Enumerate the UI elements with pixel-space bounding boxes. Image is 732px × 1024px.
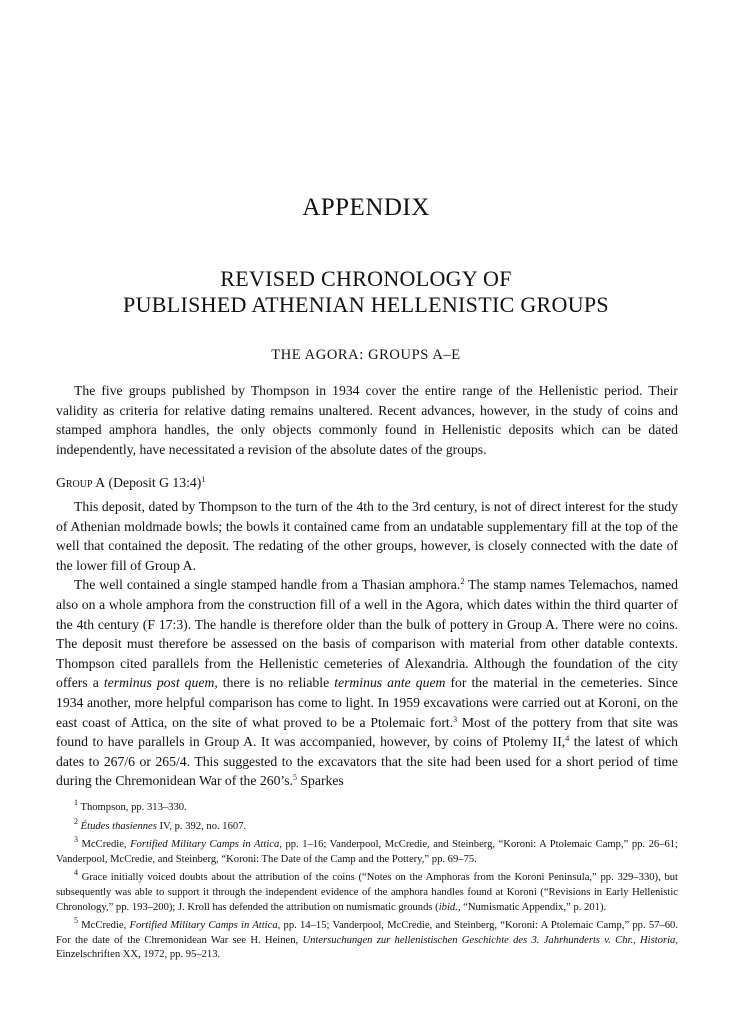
chapter-title <box>0 266 732 318</box>
text-run: “Numismatic Appendix,” p. 201). <box>460 901 607 913</box>
text-run: pp. 1–16; Vanderpool, McCredie, and Steinberg, “Koroni: A Ptolemaic Camp,” pp. 26–61; Vanderpool, McCredie, and Steinberg, “Koroni: The Date of the Camp and the Pottery,” pp. 69–75. <box>56 839 679 865</box>
text-run: for the material in the cemeteries. Since 1934 another, more helpful comparison has come to light. In 1959 excavations were carried out at Koroni, on the east coast of Attica, on the site of what proved to be a Ptolemaic fort. <box>56 675 678 730</box>
group-a-paragraph-1: This deposit, dated by Thompson to the turn of the 4th to the 3rd century, is not of direct interest for the study of Athenian moldmade bowls; the bowls it contained came from an undatable supplementary fill at the top of the well that contained the deposit. The redating of the other groups, however, is closely connected with the date of the lower fill of Group A. <box>56 499 678 573</box>
italic-run: Fortified Military Camps in Attica, <box>130 839 282 851</box>
text-run: IV, p. 392, no. 1607. <box>156 820 247 832</box>
text-run: the latest of which dates to 267/6 or 265/4. This suggested to the excavators that the site had been used for a short period of time during the Chremonidean War of the 260’s. <box>56 734 678 789</box>
footnote-number: 4 <box>74 868 78 878</box>
footnote-5 <box>56 916 679 963</box>
group-a-text <box>56 497 678 791</box>
intro-block <box>56 381 678 459</box>
footnote-number: 2 <box>74 816 78 826</box>
text-run: The stamp names Telemachos, named also on a whole amphora from the construction fill of a well in the Agora, which dates within the third quarter of the 4th century (F 17:3). The handle is therefore older than the bulk of pottery in Group A. There were no coins. The deposit must therefore be assessed on the basis of comparison with material from other datable contexts. Thompson cited parallels from the Hellenistic cemeteries of Alexandria. Although the foundation of the city offers a <box>56 577 678 691</box>
text-run: McCredie, <box>81 839 131 851</box>
footnote-ref-4: 4 <box>565 734 570 744</box>
footnote-ref-1: 1 <box>201 475 206 484</box>
text-run: Grace initially voiced doubts about the attribution of the coins (“Notes on the Amphoras from the Koroni Peninsula,” pp. 329–330), but subsequently was able to support it through the independent evidence of the amphora handles found at Koroni (“Revisions in Early Hellenistic Chronology,” pp. 193–200); J. Kroll has defended the attribution on numismatic grounds ( <box>56 872 678 913</box>
footnote-number: 5 <box>74 916 78 926</box>
group-a-deposit: (Deposit G 13:4) <box>105 475 202 490</box>
footnote-1 <box>56 798 678 816</box>
footnote-ref-2: 2 <box>460 577 465 587</box>
footnote-ref-3: 3 <box>453 714 458 724</box>
italic-run: Fortified Military Camps in Attica, <box>129 920 281 932</box>
footnote-3 <box>56 835 679 867</box>
group-a-paragraph-2 <box>56 575 678 791</box>
italic-run: Études thasiennes <box>80 820 157 832</box>
italic-run: terminus ante quem <box>334 675 446 691</box>
group-a-label: Group A <box>56 475 106 490</box>
footnote-4 <box>56 868 678 915</box>
text-run: Sparkes <box>296 773 344 789</box>
group-a-heading <box>56 475 205 491</box>
text-run: The well contained a single stamped handle from a Thasian amphora. <box>74 577 461 593</box>
chapter-title-line-1: REVISED CHRONOLOGY OF <box>220 266 512 291</box>
footnote-number: 1 <box>74 798 78 807</box>
italic-run: terminus post quem, <box>103 675 218 691</box>
footnotes <box>56 798 679 963</box>
text-run: Thompson, pp. 313–330. <box>80 802 187 813</box>
text-run: pp. 14–15; Vanderpool, McCredie, and Steinberg, “Koroni: A Ptolemaic Camp,” pp. 57–60. For the date of the Chremonidean War see H. Heinen, <box>56 920 679 946</box>
chapter-title-line-2: PUBLISHED ATHENIAN HELLENISTIC GROUPS <box>123 292 609 317</box>
text-run: Einzelschriften XX, 1972, pp. 95–213. <box>56 949 221 961</box>
text-run: Most of the pottery from that site was found to have parallels in Group A. It was accompanied, however, by coins of Ptolemy II, <box>56 714 678 750</box>
footnote-ref-5: 5 <box>292 773 297 783</box>
footnote-2 <box>56 816 678 835</box>
italic-run: Untersuchungen zur hellenistischen Geschichte des 3. Jahrhunderts v. Chr., Historia, <box>302 934 678 946</box>
section-subtitle: THE AGORA: GROUPS A–E <box>271 347 461 363</box>
italic-run: ibid., <box>438 901 461 913</box>
appendix-heading: APPENDIX <box>302 194 430 221</box>
text-run: McCredie, <box>81 920 130 932</box>
footnote-number: 3 <box>74 835 78 845</box>
text-run: there is no reliable <box>217 675 335 691</box>
intro-paragraph: The five groups published by Thompson in 1934 cover the entire range of the Hellenistic period. Their validity as criteria for relative dating remains unaltered. Recent advances, however, in the study of coins and stamped amphora handles, the only objects commonly found in Hellenistic deposits which can be dated independently, have necessitated a revision of the absolute dates of the groups. <box>56 383 678 457</box>
